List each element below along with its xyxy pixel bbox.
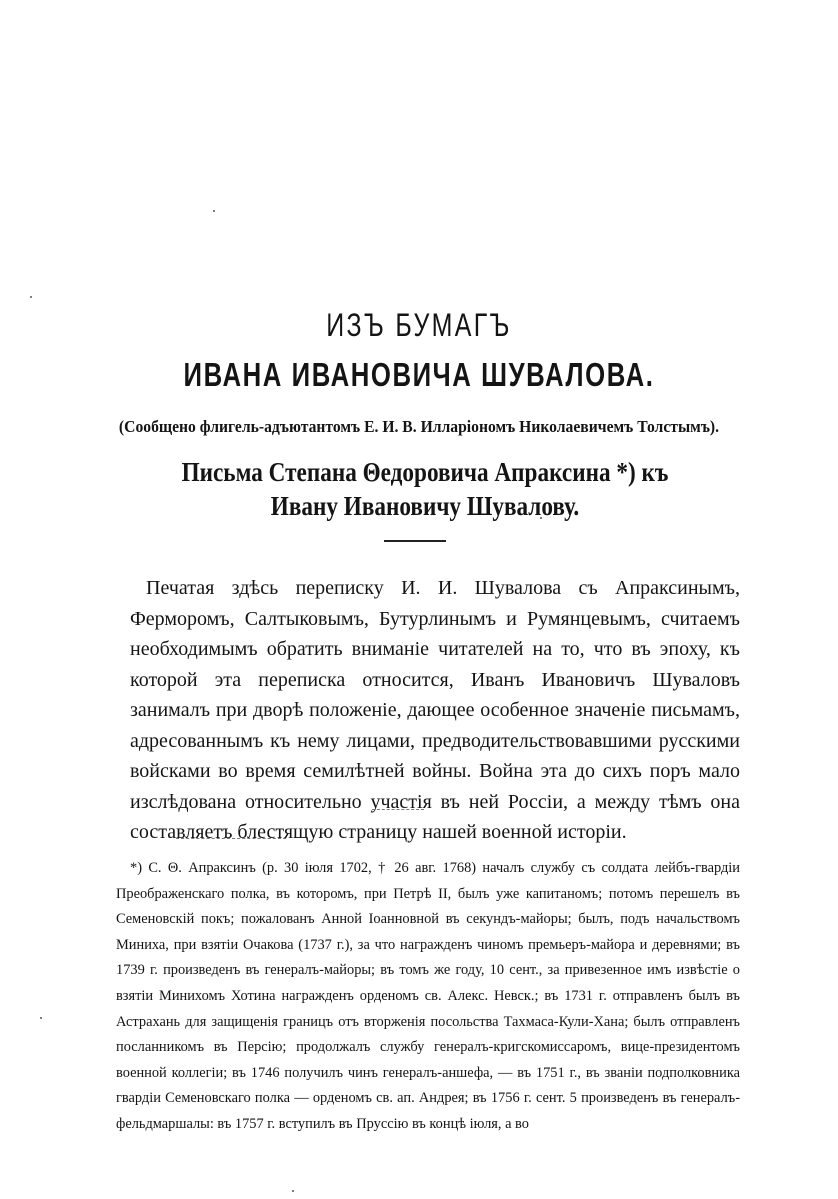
source-note: (Сообщено флигель-адъютантомъ Е. И. В. Илларiономъ Николаевичемъ Толстымъ). — [118, 417, 720, 436]
footnote: *) С. Θ. Апраксинъ (р. 30 iюля 1702, † 26 авг. 1768) началъ службу съ солдата лейбъ-гвардiи Преображенскаго полка, въ которомъ, при Петрѣ II, былъ уже капитаномъ; потомъ перешелъ въ Семеновскiй покъ; пожалованъ Анной Iоанновной въ секундъ-майоры; былъ, подъ начальствомъ Миниха, при взятiи Очакова (1737 г.), за что награжденъ чиномъ премьеръ-майора и деревнями; въ 1739 г. произведенъ въ генералъ-майоры; въ томъ же году, 10 сент., за привезенное имъ извѣстiе о взятiи Минихомъ Хотина награжденъ орденомъ св. Алекс. Невск.; въ 1731 г. отправленъ былъ въ Астрахань для защищенiя границъ отъ вторженiя посольства Тахмаса-Кули-Хана; былъ отправленъ посланникомъ въ Персiю; продолжалъ службу генералъ-кригскомиссаромъ, вице-президентомъ военной коллегiи; въ 1746 получилъ чинъ генералъ-аншефа, — въ 1751 г., въ званiи подполковника гвардiи Семеновскаго полка — орденомъ св. ап. Андрея; въ 1756 г. сент. 5 произведенъ въ генералъ-фельдмаршалы: въ 1757 г. вступилъ въ Пруссiю въ концѣ iюля, а во — [116, 860, 740, 1132]
print-speck — [292, 1190, 294, 1192]
letters-heading: Письма Степана Θедоровича Апраксина *) къ Ивану Ивановичу Шувалову. — [181, 457, 669, 521]
print-speck — [40, 1017, 42, 1019]
print-speck — [30, 296, 32, 298]
intro-paragraph: Печатая здѣсь переписку И. И. Шувалова съ Апраксинымъ, Ферморомъ, Салтыковымъ, Бутурлинымъ и Румянцевымъ, считаемъ необходимымъ обратить вниманiе читателей на то, что въ эпоху, къ которой эта переписка относится, Иванъ Ивановичъ Шуваловъ занималъ при дворѣ положенiе, дающее особенное значенiе письмамъ, адресованнымъ къ нему лицами, предводительствовавшими русскими войсками во время семилѣтней войны. Война эта до сихъ поръ мало изслѣдована относительно участiя въ ней Россiи, а между тѣмъ она составляетъ блестящую страницу нашей военной исторiи. — [130, 577, 740, 843]
separator-dots — [372, 809, 424, 810]
title-line-2: ИВАНА ИВАНОВИЧА ШУВАЛОВА. — [183, 356, 655, 393]
separator-rule — [384, 540, 446, 542]
print-speck — [213, 210, 215, 212]
footnote-rule — [176, 838, 286, 839]
title-line-1: ИЗЪ БУМАГЪ — [326, 307, 512, 343]
